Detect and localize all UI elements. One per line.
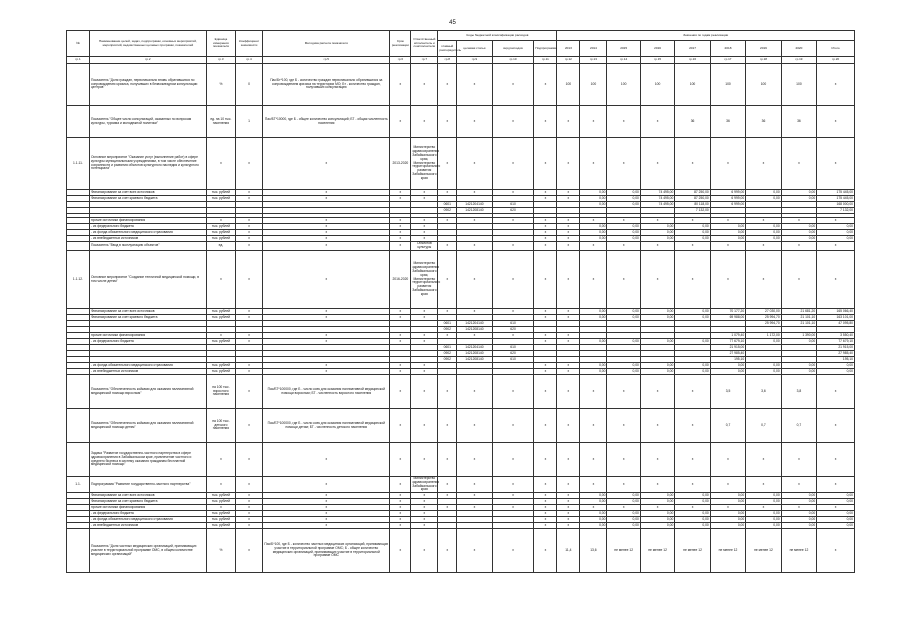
program-table-sheet [66, 30, 855, 573]
indicator-name: Показатель "Обеспеченность койками для оказания паллиативной медицинской помощи взрослым" [89, 375, 206, 409]
subprogram-name: Подпрограмма "Развитие государственно-частного партнерства" [89, 477, 206, 493]
header-method: Методика расчета показателя [263, 31, 390, 57]
table-row: Показатель "Обеспеченность койками для оказания паллиативной медицинской помощи детям" на 100 тыс. детского населения х Пас/БТ*100000, где Б - число коек для оказания паллиативной медицинской помощи детям; БТ - численность детского населения х х х х х х х х х х х 0,7 0,7 0,7 х [67, 409, 855, 443]
header-executor: Ответственный исполнитель и соисполнители [411, 31, 438, 57]
table-row: - из федерального бюджета тыс. рублей х х х х х х 0,00 0,00 0,00 0,00 77 679,10 0,00 0,00 77 679,10 [67, 339, 855, 345]
indicator-name: Показатель "Общее число консультаций, оказанных по вопросам культуры, туризма и молодежной политики" [89, 106, 206, 138]
table-row: Показатель "Общее число консультаций, оказанных по вопросам культуры, туризма и молодежной политики" ед. на 10 тыс. населения 1 Пас/БТ*10000, где Б - общее количество консультаций; БТ - общая численность населения х х х х х х х х х х 36 36 36 36 х [67, 106, 855, 138]
table-row: 0601 1421204140 610 21 915,00 21 915,00 [67, 345, 855, 351]
header-budget-codes: Коды бюджетной классификации расходов [438, 31, 557, 41]
page-number: 45 [449, 20, 456, 26]
table-row: прочие источники финансирования х х х х х х х х х х х х х х х х х х [67, 505, 855, 511]
table-row: Показатель "Ввод в эксплуатацию объектов" ед. х х х Объектов культуры х х х х х х х х х х х х х [67, 242, 855, 251]
header-coef: Коэффициент значимости [236, 31, 263, 57]
header-subprogram: Подпрограмма [534, 41, 557, 57]
header-values-by-year: Значения по годам реализации [557, 31, 855, 41]
table-row: Финансирование за счет всех источников тыс. рублей х х х х х х х х х 0,00 0,00 74 495,00 87 250,00 6 999,00 0,00 0,00 175 445,00 [67, 190, 855, 196]
header-total: Итого [817, 41, 855, 57]
table-row: прочие источники финансирования х х х х х х х х х х 1 079,40 1 172,00 1 390,00 3 550,40 [67, 333, 855, 339]
table-row: прочие источники финансирования х х х х х х х х х х х х х х х х х х [67, 218, 855, 224]
table-row: 0601 1421204140 610 0,00 0,00 74 495,00 80 118,00 6 999,00 168 000,00 [67, 202, 855, 208]
table-row: - из внебюджетных источников тыс. рублей х х х х х х 0,00 0,00 0,00 0,00 0,00 0,00 0,00 0,00 [67, 236, 855, 242]
table-row: - из федерального бюджета тыс. рублей х х х х х х 0,00 0,00 0,00 0,00 0,00 0,00 0,00 0,00 [67, 511, 855, 517]
table-row: 0902 1421208140 620 [67, 327, 855, 333]
table-row: 0902 1421208140 620 27 985,40 27 985,40 [67, 351, 855, 357]
table-row: - из фонда обязательного медицинского страхования тыс. рублей х х х х х х 0,00 0,00 0,00 0,00 0,00 0,00 0,00 0,00 [67, 363, 855, 369]
table-row: 1.1.12. Основное мероприятие "Создание тепличной медицинской помощи, в том числе детям" х х х 2016-2020 Министерство здравоохранения Забайкальского края, Министерство территориального развития Забайкальского края х х х х х х х х х х х х х [67, 251, 855, 309]
header-csr: целевая статья [457, 41, 492, 57]
indicator-name: Показатель "Доля граждан, первоначально вновь обратившихся по сопровождению кризиса, получивших в безвозмездном консультации центров" [89, 64, 206, 106]
header-year: 2016 [640, 41, 674, 57]
executor: Министерство здравоохранения Забайкальского края, Министерство территориального развития Забайкальского края [411, 251, 438, 309]
table-row: 1.1. Подпрограмма "Развитие государственно-частного партнерства" х х х х Министерство здравоохранения Забайкальского края х х х х х х х х х х х х х [67, 477, 855, 493]
table-row: Показатель "Доля граждан, первоначально вновь обратившихся по сопровождению кризиса, получивших в безвозмездном консультации центров" % 0 Пас/Бт*100, где Б - количество граждан первоначально обратившихся за сопровождением кризиса на территории МО; Бт - количество граждан, получивших консультацию х х х х х х 100 100 100 100 100 100 100 100 х [67, 64, 855, 106]
table-row: Показатель "Обеспеченность койками для оказания паллиативной медицинской помощи взрослым" на 100 тыс. взрослого населения х Пас/БТ*100000, где Б - число коек для оказания паллиативной медицинской помощи взрослым; БТ - численность взрослого населения х х х х х х х х х х х 3,5 3,6 3,8 х [67, 375, 855, 409]
indicator-method: Пас/Б*100, где Б - количество частных медицинских организаций, принимающих участие в территориальной программе ОМС; Б - общее количество медицинских организаций, принимающих участие в территориальной программе ОМС [263, 529, 390, 573]
header-grbs: главный распорядитель [438, 41, 457, 57]
header-year: 2020 [781, 41, 816, 57]
table-row: Финансирование за счет краевого бюджета тыс. рублей х х х х х х 0,00 0,00 74 495,00 87 250,00 6 999,00 0,00 0,00 175 445,00 [67, 196, 855, 202]
table-row: 0601 1421204140 610 25 994,70 21 101,10 47 095,80 [67, 321, 855, 327]
table-row: - из федерального бюджета тыс. рублей х х х х х х 0,00 0,00 0,00 0,00 0,00 0,00 0,00 0,00 [67, 224, 855, 230]
row-number: 1.1.12. [67, 251, 90, 309]
header-vr: вид расходов [492, 41, 534, 57]
table-row: Финансирование за счет краевого бюджета тыс. рублей х х х х х х 0,00 0,00 0,00 0,00 69 988,00 25 994,70 21 101,10 163 101,00 [67, 315, 855, 321]
table-row: Финансирование за счет краевого бюджета тыс. рублей х х х х х х 0,00 0,00 0,00 0,00 0,00 0,00 0,00 0,00 [67, 499, 855, 505]
header-year: 2017 [675, 41, 710, 57]
table-row: - из внебюджетных источников тыс. рублей х х х х х х 0,00 0,00 0,00 0,00 0,00 0,00 0,00 0,00 [67, 369, 855, 375]
table-row: Показатель "Доля частных медицинских организаций, принимающих участие в территориальной программе ОМС, в общем количестве медицинских организаций" % х Пас/Б*100, где Б - количество частных медицинских организаций, принимающих участие в территориальной программе ОМС; Б - общее количество медицинских организаций, принимающих участие в территориальной программе ОМС х х х х х х 11,4 13,6 не менее 12 не менее 12 не менее 12 не менее 12 не менее 12 не менее 12 х [67, 529, 855, 573]
row-number: 1.1.11. [67, 138, 90, 190]
table-row: - из фонда обязательного медицинского страхования тыс. рублей х х х х х х 0,00 0,00 0,00 0,00 0,00 0,00 0,00 0,00 [67, 517, 855, 523]
header-year: 2014 [580, 41, 607, 57]
header-year: 2018 [710, 41, 745, 57]
indicator-method: Пас/БТ*100000, где Б - число коек для оказания паллиативной медицинской помощи взрослым; БТ - численность взрослого населения [263, 375, 390, 409]
header-unit: Единица измерения показателя [206, 31, 235, 57]
table-row: - из фонда обязательного медицинского страхования тыс. рублей х х х х х х 0,00 0,00 0,00 0,00 0,00 0,00 0,00 0,00 [67, 230, 855, 236]
table-row: 1.1.11. Основное мероприятие "Оказание услуг (выполнение работ) в сфере культуры муниципальными учреждениями, в том числе обеспечение сохранности и развития объектов культурного наследия и культурного потенциала" х х х 2013-2020 Министерство здравоохранения Забайкальского края, Министерство территориального развития Забайкальского края х х х х х х х х х х х х х [67, 138, 855, 190]
header-year: 2013 [557, 41, 580, 57]
table-row: 0902 1421208140 620 7 132,00 7 132,00 [67, 208, 855, 214]
row-number: 1.1. [67, 477, 90, 493]
indicator-method: Пас/БТ*10000, где Б - общее количество консультаций; БТ - общая численность населения [263, 106, 390, 138]
header-year: 2015 [607, 41, 640, 57]
table-row: Финансирование за счет всех источников тыс. рублей х х х х х х х х х 0,00 0,00 0,00 0,00 70 177,20 27 030,00 21 681,20 165 066,40 [67, 309, 855, 315]
indicator-method: Пас/Бт*100, где Б - количество граждан первоначально обратившихся за сопровождением кризиса на территории МО; Бт - количество граждан, получивших консультацию [263, 64, 390, 106]
table-row: Финансирование за счет всех источников тыс. рублей х х х х х х х х х 0,00 0,00 0,00 0,00 0,00 0,00 0,00 0,00 [67, 493, 855, 499]
header-period: Срок реализации [390, 31, 411, 57]
executor: Министерство здравоохранения Забайкальского края, Министерство территориального развития Забайкальского края [411, 138, 438, 190]
program-table [66, 30, 855, 573]
indicator-name: Показатель "Доля частных медицинских организаций, принимающих участие в территориальной программе ОМС, в общем количестве медицинских организаций" [89, 529, 206, 573]
column-number-row: гр.1 гр.2 гр.3 гр.4 гр.5 гр.6 гр.7 гр.8 гр.9 гр.10 гр.11 гр.12 гр.13 гр.14 гр.15 гр.16 гр.17 гр.18 гр.19 гр.20 [67, 57, 855, 64]
header-no: № [67, 31, 90, 57]
task-name: Задача "Развитие государственно-частного партнерства в сфере здравоохранения в Забайкальском крае, привлечение частного и среднего бизнеса в систему оказания гражданам бесплатной медицинской помощи" [89, 443, 206, 477]
measure-name: Основное мероприятие "Оказание услуг (выполнение работ) в сфере культуры муниципальными учреждениями, в том числе обеспечение сохранности и развития объектов культурного наследия и культурного потенциала" [89, 138, 206, 190]
table-row: Задача "Развитие государственно-частного партнерства в сфере здравоохранения в Забайкальском крае, привлечение частного и среднего бизнеса в систему оказания гражданам бесплатной медицинской помощи" х х х х х х х х х х х х х х х х х х [67, 443, 855, 477]
indicator-name: Показатель "Обеспеченность койками для оказания паллиативной медицинской помощи детям" [89, 409, 206, 443]
measure-name: Основное мероприятие "Создание тепличной медицинской помощи, в том числе детям" [89, 251, 206, 309]
table-row: 0902 1421208140 610 195,10 195,10 [67, 357, 855, 363]
header-year: 2019 [746, 41, 781, 57]
table-row: - из внебюджетных источников тыс. рублей х х х х х х 0,00 0,00 0,00 0,00 0,00 0,00 0,00 0,00 [67, 523, 855, 529]
indicator-method: Пас/БТ*100000, где Б - число коек для оказания паллиативной медицинской помощи детям; БТ - численность детского населения [263, 409, 390, 443]
header-name: Наименование целей, задач, подпрограмм, основных мероприятий, мероприятий, ведомственных целевых программ, показателей [89, 31, 206, 57]
executor: Министерство здравоохранения Забайкальского края [412, 476, 440, 492]
